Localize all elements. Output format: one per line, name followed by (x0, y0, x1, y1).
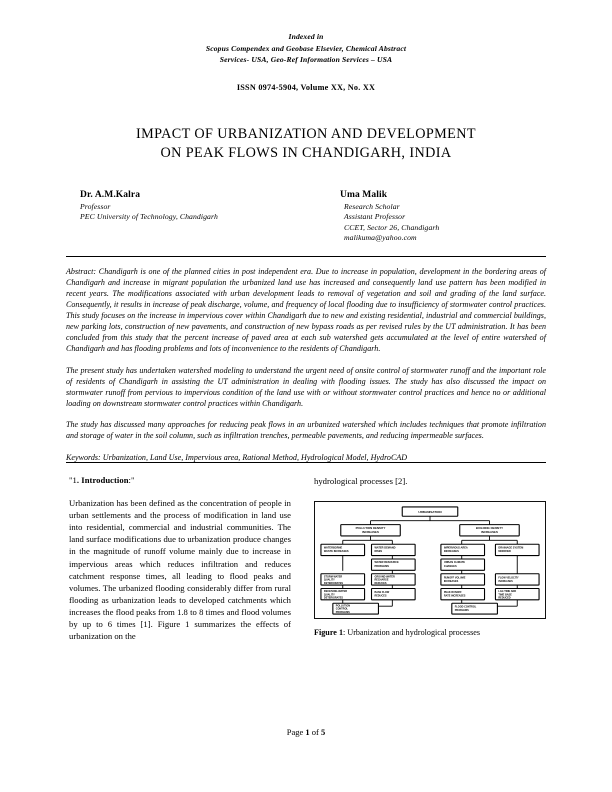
page-content (66, 0, 546, 655)
flow-node-label-line1: GROUND WATER (374, 575, 395, 579)
flow-node-label-line2: QUALITY (323, 578, 335, 582)
flow-node-building-density (460, 525, 519, 536)
authors-block (66, 190, 546, 256)
flow-node-label-line1: POLLUTION DENSITY (355, 526, 386, 531)
flow-node-label-line3: DETERIORATES (323, 596, 344, 600)
section-heading-introduction (69, 475, 291, 485)
flow-node-label-line2: REDUCES (374, 594, 387, 598)
flow-node-label-line1: URBAN CLIMATE (443, 561, 466, 565)
flow-node-label-line2: INCREASES (498, 580, 513, 584)
flow-node-flow-velocity (495, 574, 539, 585)
author-affiliation-line: Professor (80, 201, 111, 211)
flow-node-drainage-system (495, 544, 539, 555)
figure-1-caption (314, 628, 546, 637)
issn-line: ISSN 0974-5904, Volume XX, No. XX (236, 82, 376, 92)
flow-node-label-line1: DRAINAGE SYSTEM (498, 546, 524, 550)
flow-node-label-line3: REDUCES (374, 581, 387, 585)
author-affiliation-line: Assistant Professor (344, 212, 406, 222)
flow-node-flood-control-problems (452, 603, 498, 614)
flow-node-lag-time (495, 589, 539, 600)
section-number: "1 (69, 475, 77, 486)
author-second (340, 190, 439, 244)
flow-node-label-line2: PROBLEMS (454, 609, 469, 613)
flow-node-label-line2: MODIFIED (498, 550, 511, 554)
indexed-line-1: Indexed in (288, 32, 324, 41)
flow-node-waterborne-waste (321, 544, 365, 555)
footer-page-total: 5 (321, 727, 326, 737)
footer-page-middle: of (309, 727, 321, 737)
flow-node-label-line1: RUNOFF VOLUME (443, 576, 466, 580)
author-affiliation-line: Research Scholar (344, 201, 400, 211)
footer-page-number: 1 (305, 727, 310, 737)
flow-node-urbanisation (402, 507, 458, 516)
flow-node-water-demand (372, 544, 416, 555)
flow-node-label-line3: REDUCED (498, 596, 511, 600)
flow-node-label-line1: FLOOD CONTROL (454, 605, 477, 609)
flow-node-label-line2: TIME BASE (498, 593, 512, 597)
flow-node-label-line1: RECEIVING-WATER (323, 590, 348, 594)
abstract-paragraph: Abstract: Chandigarh is one of the planned cities in post independent era. Due to increase in population, development in the bordering areas of Chandigarh and increase in migrant population the urbanized land use has increased and consequently land use pattern has been modified in recent years. The modifications associated with urban development leads to removal of vegetation and soil and grading of the land surface. Consequently, it results in increase of peak discharge, volume, and frequency of local flooding due to insufficiency of stormwater control practices. This study focuses on the increase in impervious cover within Chandigarh due to new and existing residential, industrial and commercial buildings, new parking lots, construction of new pavements, and construction of new bypass roads as per revised rules by the UT administration. It has been concluded from this study that the percent increase of paved area at each sub watershed gets accumulated at the level of entire watershed of Chandigarh and has flooding problems and lots of inconvenience to the residents of Chandigarh. (66, 266, 546, 354)
paper-title (66, 125, 546, 163)
indexed-line-2: Scopus Compendex and Geobase Elsevier, Chemical Abstract (205, 43, 407, 53)
footer-page-prefix: Page (286, 727, 306, 737)
body-column-left (69, 475, 291, 642)
body-column-right (314, 475, 546, 637)
flow-node-stormwater-quality (321, 574, 365, 585)
section-title: . Introduction (76, 475, 129, 486)
flow-node-label-line2: INCREASES (443, 580, 459, 584)
author-email[interactable]: malikuma@yahoo.com (344, 233, 417, 242)
figure-caption-text: : Urbanization and hydrological processes (343, 628, 481, 638)
flow-node-groundwater-recharge (372, 574, 416, 585)
flow-node-label-line1: IMPERVIOUS AREA (443, 546, 468, 550)
flow-node-label-line2: CONTROL (335, 607, 349, 611)
flow-node-label-line2: PROBLEMS (374, 565, 389, 569)
flow-node-label-line2: INCREASES (443, 550, 459, 554)
abstract-block (66, 266, 546, 441)
abstract-paragraph: The present study has undertaken watershed modeling to understand the urgent need of onsite control of stormwater runoff and the important role of residents of Chandigarh in assisting the UT administration in dealing with flooding issues. The study has also discussed the impact on stormwater runoff from pervious to impervious condition of the land use with or without stormwater control practices and hence no or additional loading on downstream stormwater control practices within Chandigarh. (66, 365, 546, 408)
flow-node-pollution-control-problems (333, 603, 379, 614)
flow-node-label-line3: DETERIORATES (323, 581, 344, 585)
urbanization-flowchart-diagram (315, 502, 545, 618)
flow-node-label-line1: LAG TIME AND (498, 590, 517, 594)
section-suffix: :" (128, 475, 135, 486)
flow-node-label-line2: QUALITY (323, 593, 335, 597)
flow-node-label-line1: WATER DEMAND (374, 546, 396, 550)
flow-node-label-line2: INCREASES (362, 530, 379, 535)
flow-node-base-flow (372, 589, 416, 600)
body-two-column-region (66, 475, 546, 655)
page-footer (0, 727, 612, 737)
flow-node-label-line2: RATE INCREASES (443, 594, 466, 598)
flow-node-label-line2: WASTE INCREASES (323, 550, 349, 554)
flow-node-impervious-area (441, 544, 485, 555)
indexed-in-block (66, 31, 546, 66)
author-name: Dr. A.M.Kalra (80, 189, 141, 200)
author-name: Uma Malik (340, 189, 388, 200)
divider-below-keywords (66, 462, 546, 463)
flow-node-label-line2: RISES (374, 550, 383, 554)
flow-node-label-line1: STORM WATER (323, 575, 343, 579)
introduction-continuation: hydrological processes [2]. (314, 476, 408, 487)
paper-title-line-1: IMPACT OF URBANIZATION AND DEVELOPMENT (136, 125, 476, 142)
divider-above-abstract (66, 256, 546, 257)
flow-node-label-line2: INCREASES (481, 530, 498, 535)
flow-node-receiving-water-quality (321, 589, 365, 600)
abstract-paragraph: The study has discussed many approaches for reducing peak flows in an urbanized watershed which includes techniques that promote infiltration and storage of water in the soil column, such as infiltration trenches, permeable pavements, and reducing impermeable surfaces. (66, 419, 546, 440)
figure-caption-label: Figure 1 (314, 628, 344, 638)
author-first (80, 190, 218, 223)
flow-node-pollution-density (341, 525, 400, 536)
flow-node-label-line1: PEAK RUNOFF (443, 591, 462, 595)
flow-node-label-line2: CHANGES (443, 565, 457, 569)
paper-title-line-2: ON PEAK FLOWS IN CHANDIGARH, INDIA (160, 144, 452, 161)
flow-node-peak-runoff-rate (441, 589, 485, 600)
introduction-paragraph: Urbanization has been defined as the concentration of people in urban settlements and the process of modification in land use into residential, commercial and industrial communities. The land surface modifications due to urbanization produce changes in the magnitude of runoff volume mainly due to increase in impervious areas which reduces infiltration and reduces catchment response times, all leading to flood peaks and volumes. The urbanized flooding considerably differ from rural flooding as urbanization leads to developed catchments which increases the flood peaks from 1.8 to 8 times and flood volumes by up to 6 times [1]. Figure 1 summarizes the effects of urbanization on the (69, 498, 291, 642)
flow-node-water-resource-problems (372, 559, 416, 570)
flow-node-label-line3: PROBLEMS (335, 611, 350, 615)
flow-node-label-line2: RECHARGE (374, 578, 389, 582)
flow-node-urban-climate (441, 559, 485, 570)
flow-node-label-line1: BASE FLOW (374, 591, 390, 595)
figure-1-frame (314, 501, 546, 619)
figure-1 (314, 501, 546, 637)
indexed-line-3: Services- USA, Geo-Ref Information Services – USA (219, 55, 393, 65)
author-affiliation-line: PEC University of Technology, Chandigarh (80, 212, 218, 222)
flow-node-label: URBANISATION (418, 510, 442, 515)
flow-node-label-line1: WATERBORNE (323, 546, 343, 550)
flow-node-label-line1: FLOW VELOCITY (498, 576, 519, 580)
flow-node-runoff-volume (441, 574, 485, 585)
flow-node-label-line1: POLLUTION (335, 604, 351, 608)
author-affiliation-line: CCET, Sector 26, Chandigarh (344, 222, 440, 232)
flow-node-label-line1: WATER RESOURCE (374, 561, 399, 565)
keywords-line: Keywords: Urbanization, Land Use, Impervious area, Rational Method, Hydrological Model, HydroCAD (66, 453, 408, 463)
flow-node-label-line1: BUILDING DENSITY (475, 526, 504, 531)
